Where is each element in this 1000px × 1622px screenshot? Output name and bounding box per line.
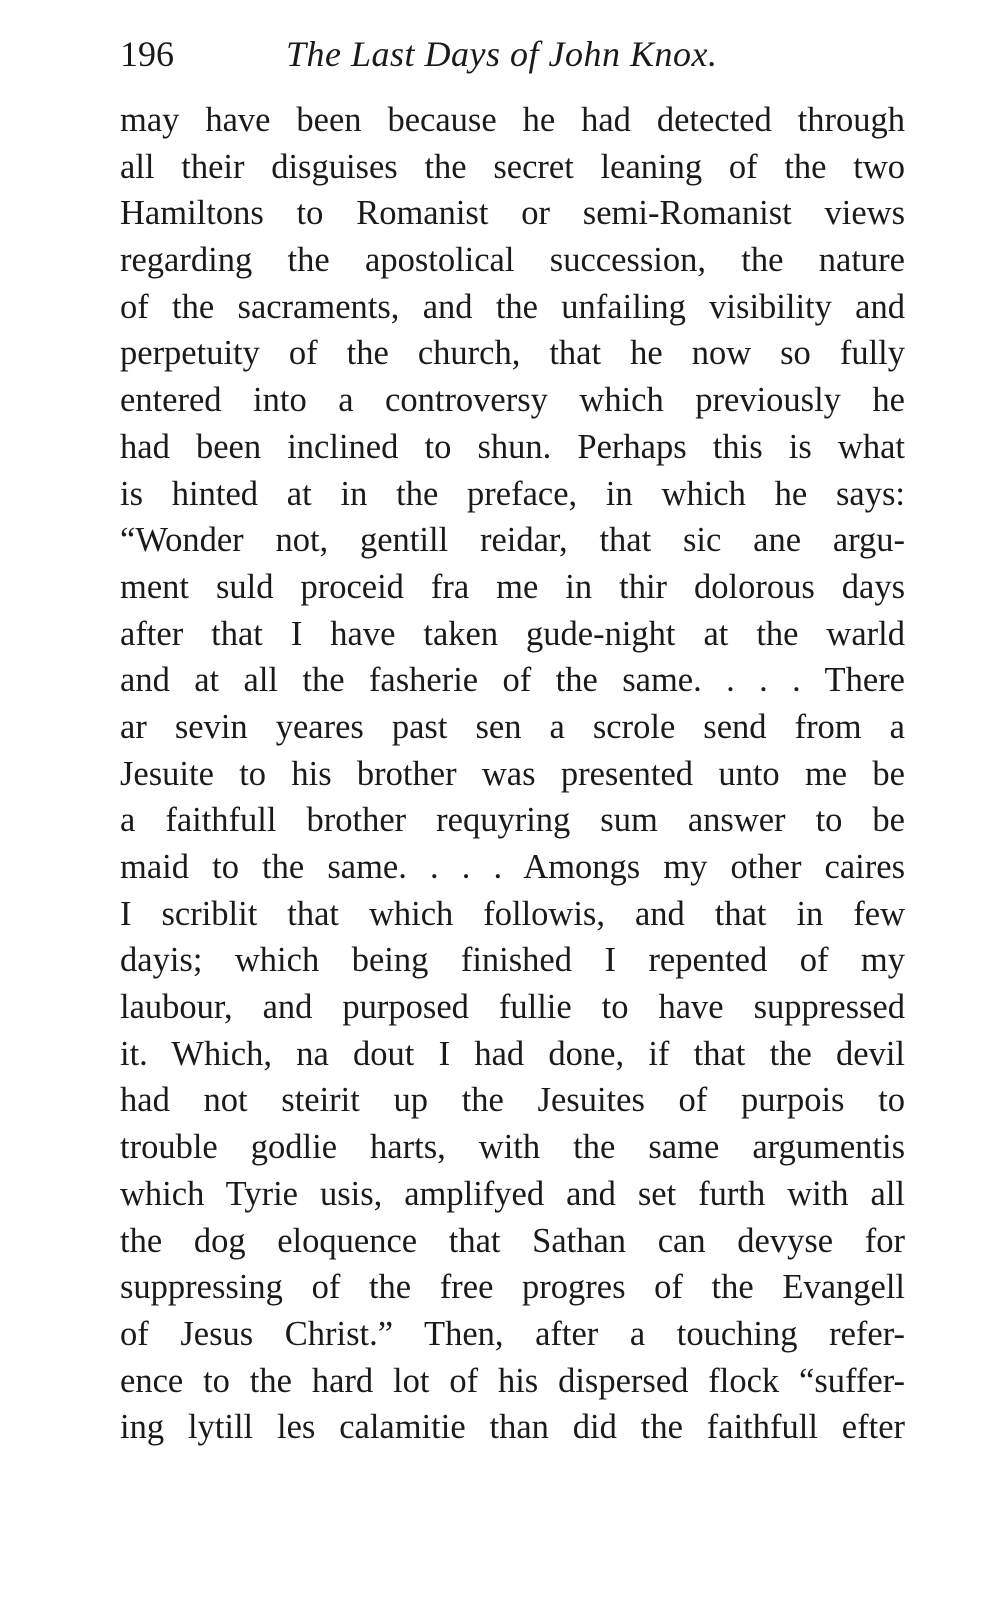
text-line: trouble godlie harts, with the same argumentis bbox=[120, 1128, 905, 1167]
text-line: I scriblit that which followis, and that in few bbox=[120, 894, 905, 933]
text-line: Jesuite to his brother was presented unto me be bbox=[120, 754, 905, 793]
text-line: which Tyrie usis, amplifyed and set furth with all bbox=[120, 1174, 905, 1213]
page-number: 196 bbox=[120, 34, 174, 74]
text-line: is hinted at in the preface, in which he says: bbox=[120, 474, 905, 513]
text-line: “Wonder not, gentill reidar, that sic ane argu- bbox=[120, 521, 905, 560]
text-line: Hamiltons to Romanist or semi-Romanist views bbox=[120, 194, 905, 233]
text-line: maid to the same. . . . Amongs my other caires bbox=[120, 848, 905, 886]
text-line: a faithfull brother requyring sum answer to be bbox=[120, 801, 905, 840]
text-line: perpetuity of the church, that he now so fully bbox=[120, 334, 905, 373]
text-line: of the sacraments, and the unfailing visibility and bbox=[120, 287, 905, 326]
text-line: of Jesus Christ.” Then, after a touching refer- bbox=[120, 1314, 905, 1353]
text-line: ence to the hard lot of his dispersed flock “suffer- bbox=[120, 1361, 905, 1400]
body-text bbox=[120, 97, 905, 1451]
running-title: The Last Days of John Knox. bbox=[286, 34, 718, 74]
text-line: entered into a controversy which previously he bbox=[120, 381, 905, 420]
text-line: regarding the apostolical succession, the nature bbox=[120, 241, 905, 280]
text-line: and at all the fasherie of the same. . . . There bbox=[120, 661, 905, 700]
text-line: suppressing of the free progres of the Evangell bbox=[120, 1268, 905, 1307]
text-line: after that I have taken gude-night at the warld bbox=[120, 614, 905, 653]
running-head bbox=[120, 30, 910, 78]
text-line: may have been because he had detected through bbox=[120, 101, 905, 139]
text-line: ing lytill les calamitie than did the faithfull efter bbox=[120, 1408, 905, 1447]
text-line: the dog eloquence that Sathan can devyse for bbox=[120, 1221, 905, 1260]
text-line: had not steirit up the Jesuites of purpois to bbox=[120, 1081, 905, 1120]
text-line: dayis; which being finished I repented of my bbox=[120, 941, 905, 980]
text-line: had been inclined to shun. Perhaps this is what bbox=[120, 427, 905, 466]
text-line: laubour, and purposed fullie to have suppressed bbox=[120, 988, 905, 1027]
text-line: it. Which, na dout I had done, if that the devil bbox=[120, 1034, 905, 1073]
text-line: ar sevin yeares past sen a scrole send from a bbox=[120, 707, 905, 746]
text-line: ment suld proceid fra me in thir dolorous days bbox=[120, 567, 905, 606]
text-line: all their disguises the secret leaning of the two bbox=[120, 147, 905, 186]
